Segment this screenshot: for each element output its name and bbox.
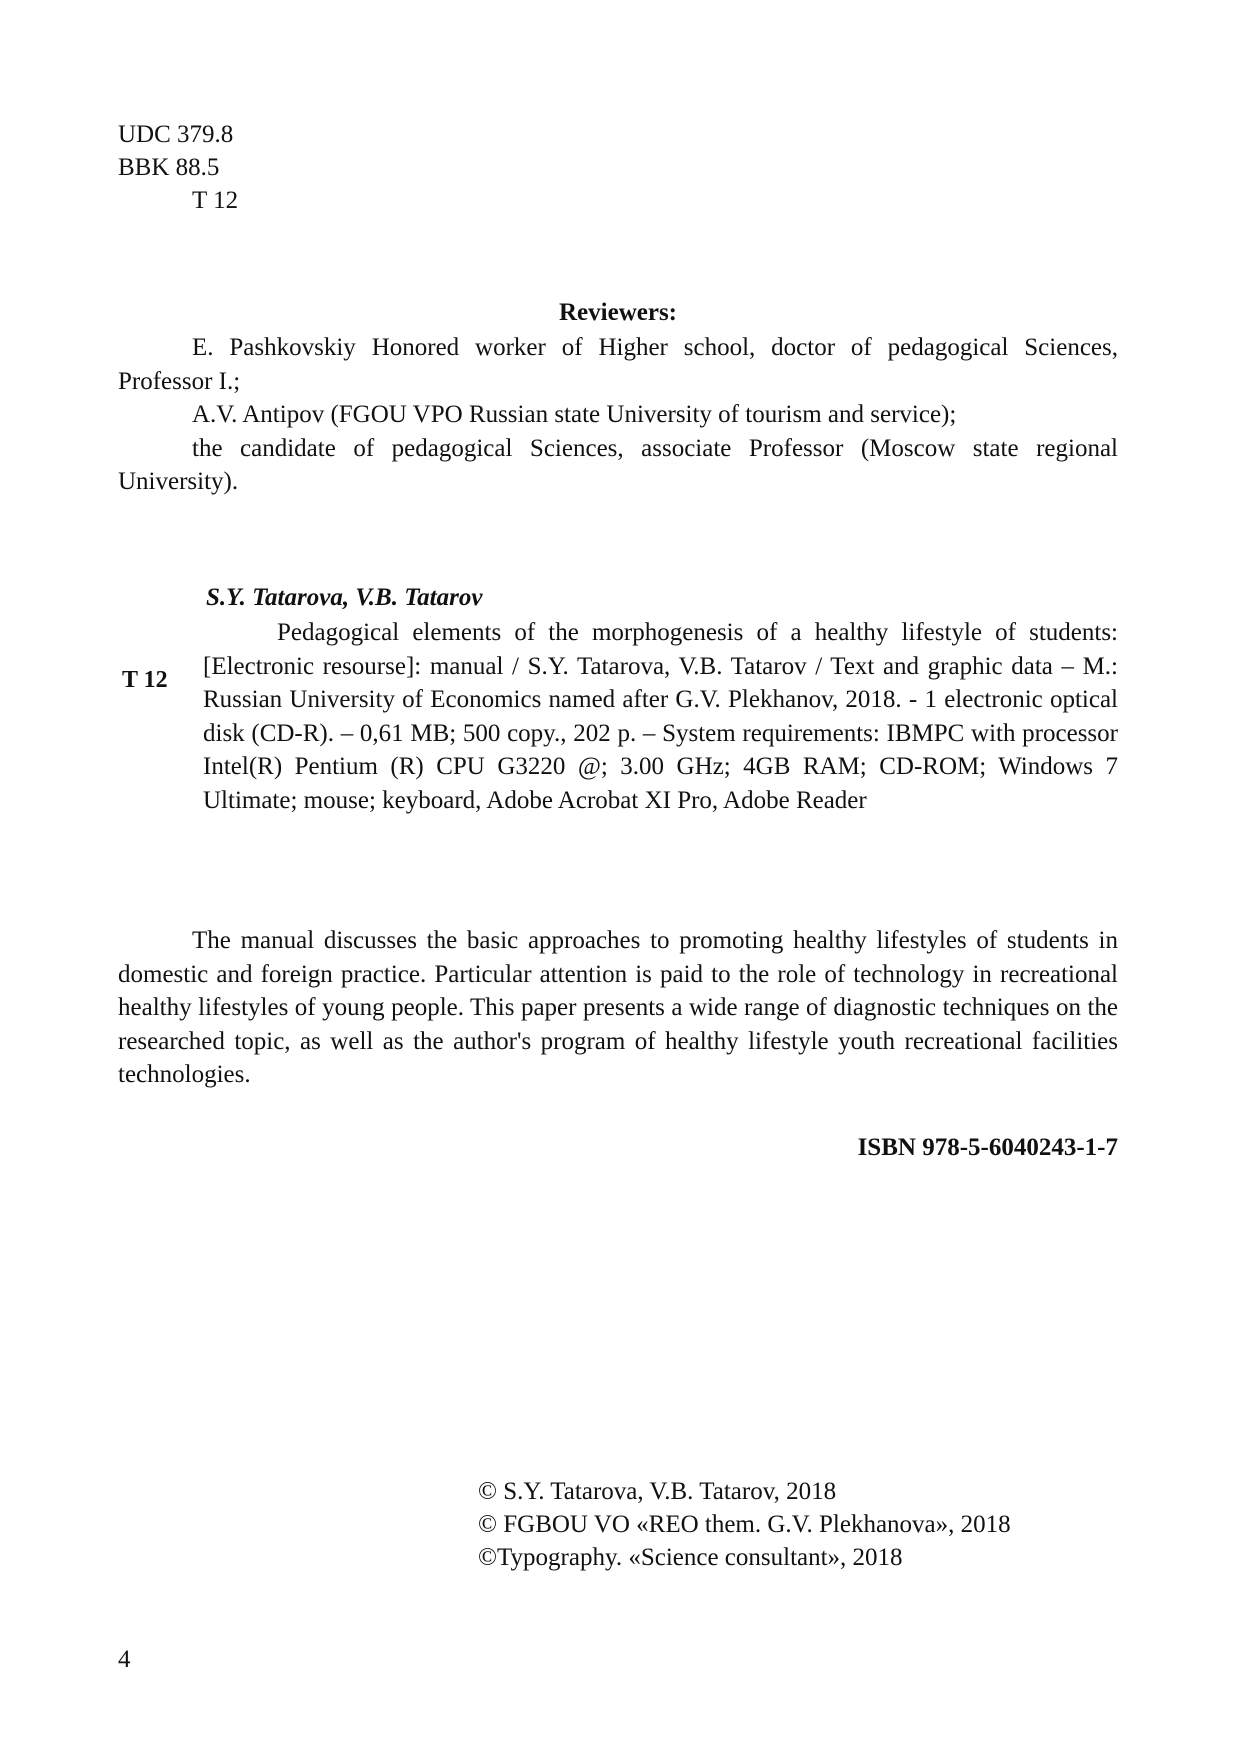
isbn: ISBN 978-5-6040243-1-7 (857, 1134, 1118, 1161)
copyright-line: ©Typography. «Science consultant», 2018 (478, 1544, 903, 1571)
reviewer-entry: E. Pashkovskiy Honored worker of Higher school, doctor of pedagogical Sciences, Professor I.; (118, 334, 1118, 395)
reviewer-entry: A.V. Antipov (FGOU VPO Russian state University of tourism and service); (192, 401, 957, 428)
copyright-line: © FGBOU VO «REO them. G.V. Plekhanova», 2018 (478, 1511, 1011, 1538)
authors: S.Y. Tatarova, V.B. Tatarov (206, 584, 483, 611)
bbk-code: BBK 88.5 (118, 154, 220, 181)
reviewer-entry: the candidate of pedagogical Sciences, associate Professor (Moscow state regional University). (118, 434, 1118, 495)
copyright-line: © S.Y. Tatarova, V.B. Tatarov, 2018 (478, 1478, 837, 1505)
page-number: 4 (118, 1646, 131, 1673)
bibliographic-description: Pedagogical elements of the morphogenesis of a healthy lifestyle of students: [Electronic resourse]: manual / S.Y. Tatarova, V.B. Tatarov / Text and graphic data – M.: Russian University of Economics named after G.V. Plekhanov, 2018. - 1 electronic optical disk (CD-R). – 0,61 MB; 500 copy., 202 p. – System requirements: IBMPC with processor Intel(R) Pentium (R) CPU G3220 @; 3.00 GHz; 4GB RAM; CD-ROM; Windows 7 Ultimate; mouse; keyboard, Adobe Acrobat XI Pro, Adobe Reader (203, 619, 1118, 814)
abstract: The manual discusses the basic approaches to promoting healthy lifestyles of students in domestic and foreign practice. Particular attention is paid to the role of technology in recreational healthy lifestyles of young people. This paper presents a wide range of diagnostic techniques on the researched topic, as well as the author's program of healthy lifestyle youth recreational facilities technologies. (118, 927, 1118, 1088)
side-code: T 12 (122, 667, 168, 693)
udc-code: UDC 379.8 (118, 121, 234, 148)
author-mark: T 12 (192, 187, 239, 214)
reviewers-list (118, 331, 1118, 499)
reviewers-heading: Reviewers: (559, 299, 677, 326)
